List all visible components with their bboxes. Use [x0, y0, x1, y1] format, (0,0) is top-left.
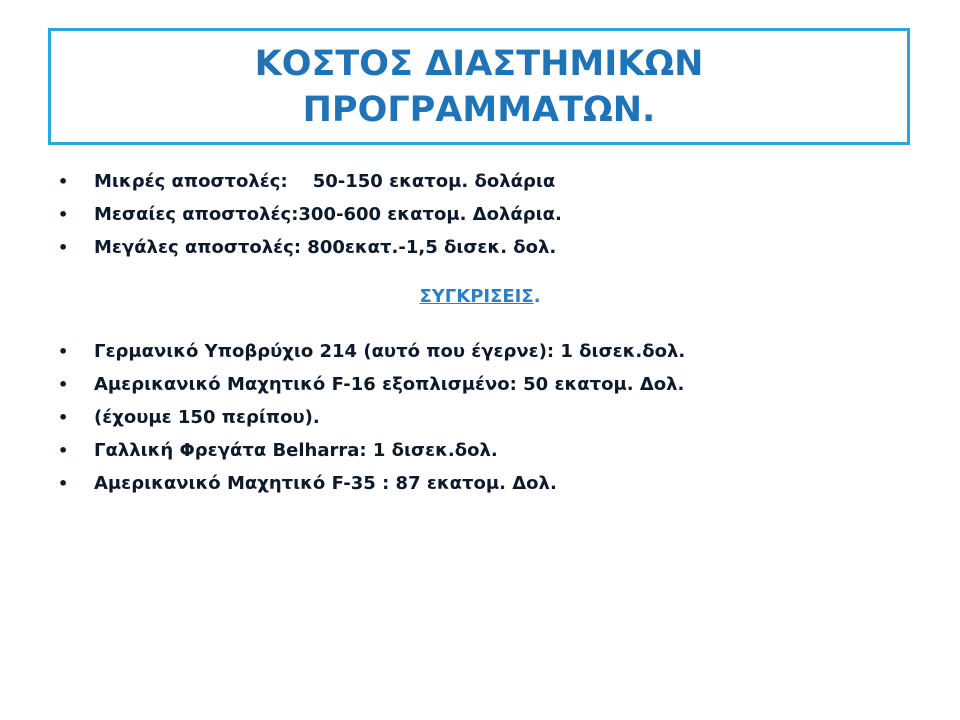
bullet-icon: •: [58, 205, 69, 224]
list-item: [58, 374, 685, 407]
bullet-icon: •: [58, 342, 69, 361]
comparisons-heading: [0, 286, 960, 307]
comparisons-heading-suffix: .: [533, 286, 541, 307]
list-item: [58, 473, 685, 506]
title-box: [48, 28, 910, 145]
cost-small-missions: Μικρές αποστολές: 50-150 εκατομ. δολάρια: [94, 171, 556, 192]
cost-large-missions: Μεγάλες αποστολές: 800εκατ.-1,5 δισεκ. δολ.: [94, 237, 557, 258]
bullet-icon: •: [58, 375, 69, 394]
comparison-f35: Αμερικανικό Μαχητικό F-35 : 87 εκατομ. Δολ.: [94, 473, 557, 494]
comparison-submarine: Γερμανικό Υποβρύχιο 214 (αυτό που έγερνε): 1 δισεκ.δολ.: [94, 341, 686, 362]
comparisons-link[interactable]: ΣΥΓΚΡΙΣΕΙΣ: [419, 286, 534, 307]
list-item: [58, 204, 562, 237]
bullet-icon: •: [58, 172, 69, 191]
comparison-f16: Αμερικανικό Μαχητικό F-16 εξοπλισμένο: 50 εκατομ. Δολ.: [94, 374, 685, 395]
bullet-icon: •: [58, 474, 69, 493]
title-line-2: ΠΡΟΓΡΑΜΜΑΤΩΝ.: [302, 89, 656, 130]
comparison-f16-count: (έχουμε 150 περίπου).: [94, 407, 320, 428]
bullet-icon: •: [58, 238, 69, 257]
comparison-list: [58, 341, 685, 506]
comparison-frigate: Γαλλική Φρεγάτα Belharra: 1 δισεκ.δολ.: [94, 440, 498, 461]
list-item: [58, 237, 562, 270]
cost-list: [58, 171, 562, 270]
list-item: [58, 341, 685, 374]
bullet-icon: •: [58, 441, 69, 460]
title-line-1: ΚΟΣΤΟΣ ΔΙΑΣΤΗΜΙΚΩΝ: [254, 43, 704, 84]
list-item: [58, 171, 562, 204]
list-item: [58, 440, 685, 473]
cost-medium-missions: Μεσαίες αποστολές:300-600 εκατομ. Δολάρια.: [94, 204, 562, 225]
list-item: [58, 407, 685, 440]
bullet-icon: •: [58, 408, 69, 427]
